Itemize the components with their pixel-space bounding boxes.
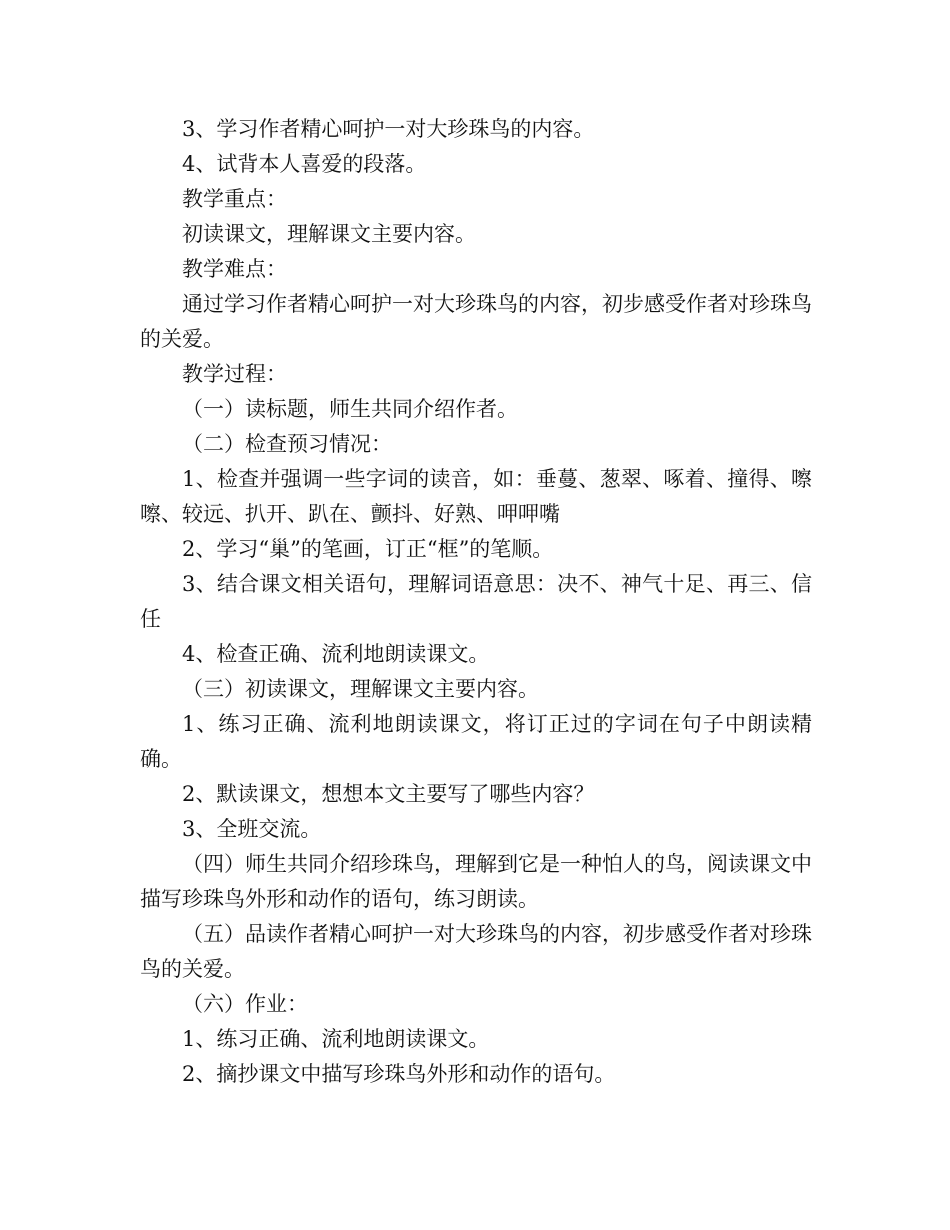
step-2-item-4: 4、检查正确、流利地朗读课文。 (182, 642, 490, 666)
heading-process: 教学过程： (182, 362, 287, 386)
document-body (140, 112, 812, 1092)
step-5-title: （五）品读作者精心呵护一对大珍珠鸟的内容，初步感受作者对珍珠鸟的关爱。 (140, 922, 812, 981)
step-3-item-3: 3、全班交流。 (182, 817, 322, 841)
homework-item-2: 2、摘抄课文中描写珍珠鸟外形和动作的语句。 (182, 1062, 616, 1086)
heading-difficulty: 教学难点： (182, 257, 287, 281)
step-2-item-1: 1、检查并强调一些字词的读音，如：垂蔓、葱翠、啄着、撞得、嚓嚓、较远、扒开、趴在、颤抖、好熟、呷呷嘴 (140, 467, 812, 526)
paragraph-difficulty: 通过学习作者精心呵护一对大珍珠鸟的内容，初步感受作者对珍珠鸟的关爱。 (140, 292, 812, 351)
step-6-title: （六）作业： (182, 992, 308, 1016)
paragraph-key-point: 初读课文，理解课文主要内容。 (182, 222, 476, 246)
step-2-title: （二）检查预习情况： (182, 432, 392, 456)
step-1-title: （一）读标题，师生共同介绍作者。 (182, 397, 518, 421)
homework-item-1: 1、练习正确、流利地朗读课文。 (182, 1027, 490, 1051)
paragraph-objective-3: 3、学习作者精心呵护一对大珍珠鸟的内容。 (182, 117, 595, 141)
step-3-item-1: 1、练习正确、流利地朗读课文，将订正过的字词在句子中朗读精确。 (140, 712, 812, 771)
step-3-item-2: 2、默读课文，想想本文主要写了哪些内容？ (182, 782, 595, 806)
heading-key-point: 教学重点： (182, 187, 287, 211)
paragraph-objective-4: 4、试背本人喜爱的段落。 (182, 152, 427, 176)
step-4-title: （四）师生共同介绍珍珠鸟，理解到它是一种怕人的鸟，阅读课文中描写珍珠鸟外形和动作的语句，练习朗读。 (140, 852, 812, 911)
step-3-title: （三）初读课文，理解课文主要内容。 (182, 677, 539, 701)
step-2-item-2: 2、学习“巢”的笔画，订正“框”的笔顺。 (182, 537, 554, 561)
step-2-item-3: 3、结合课文相关语句，理解词语意思：决不、神气十足、再三、信任 (140, 572, 812, 631)
